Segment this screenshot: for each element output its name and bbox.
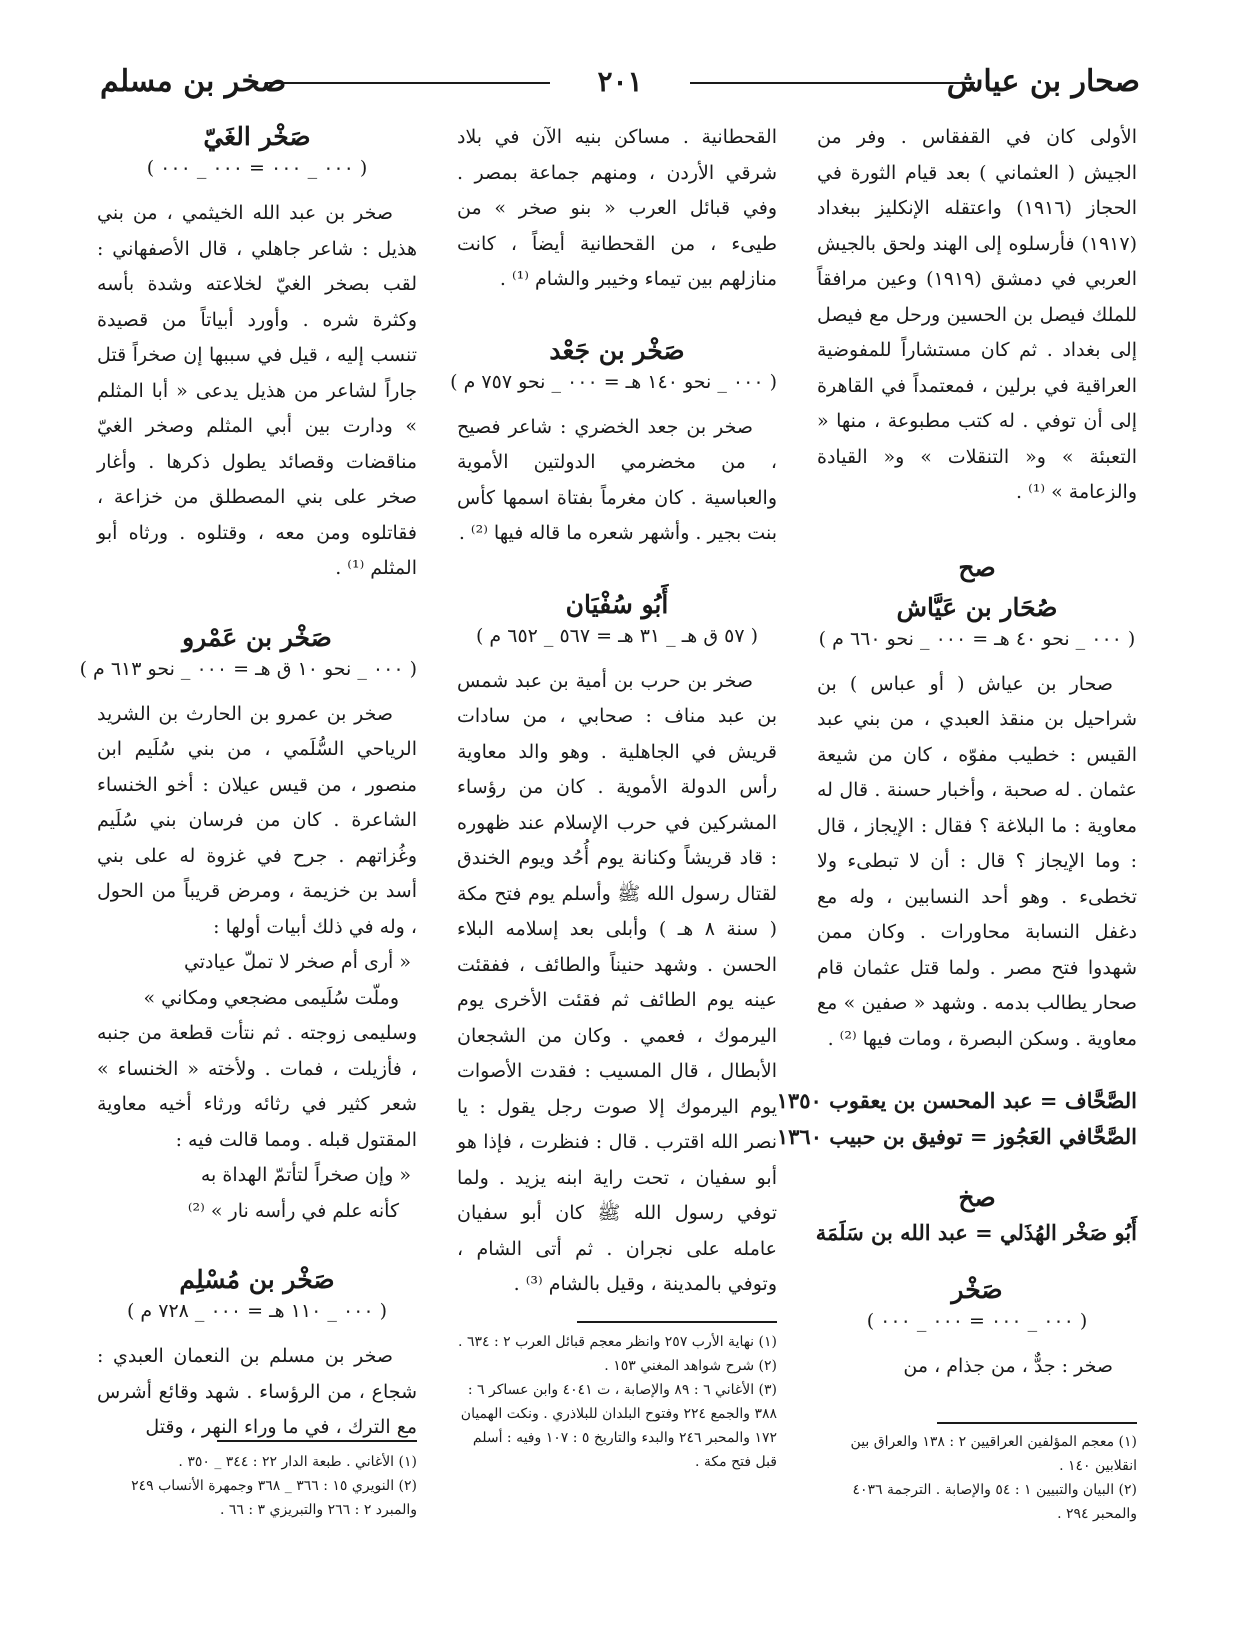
verse-line: كأنه علم في رأسه نار » ⁽²⁾	[187, 1199, 399, 1222]
footnote: (٣) الأغاني ٦ : ٨٩ والإصابة ، ت ٤٠٤١ وابن عساكر ٦ : ٣٨٨ والجمع ٢٢٤ وفتوح البلدان للبلاذري . ونكت الهميان ١٧٢ والمحبر ٢٤٦ والبدء والتاريخ ٥ : ١٠٧ وفيه : أسلم قبل فتح مكة .	[460, 1382, 777, 1470]
header-left-title: صخر بن مسلم	[100, 64, 287, 99]
entry-body: صخر بن حرب بن أمية بن عبد شمس بن عبد مناف : صحابي ، من سادات قريش في الجاهلية . وهو والد معاوية رأس الدولة الأموية . كان من رؤساء المشركين في حرب الإسلام عند ظهوره : قاد قريشاً وكنانة يوم أُحُد ويوم الخندق لقتال رسول الله ﷺ وأسلم يوم فتح مكة ( سنة ٨ هـ ) وأبلى بعد إسلامه البلاء الحسن . وشهد حنيناً والطائف ، ففقئت عينه يوم الطائف ثم فقئت الأخرى يوم اليرموك ، فعمي . وكان من الشجعان الأبطال ، قال المسيب : فقدت الأصوات يوم اليرموك إلا صوت رجل يقول : يا نصر الله اقترب . قال : فنظرت ، فإذا هو أبو سفيان ، تحت راية ابنه يزيد . ولما توفي رسول الله ﷺ كان أبو سفيان عامله على نجران . ثم أتى الشام ، وتوفي بالمدينة ، وقيل بالشام ⁽³⁾ .	[457, 669, 777, 1295]
letter-group-heading: صخ	[958, 1183, 996, 1212]
continued-paragraph: الأولى كان في القفقاس . وفر من الجيش ( العثماني ) بعد قيام الثورة في الحجاز (١٩١٦) واعتقله الإنكليز ببغداد (١٩١٧) فأرسلوه إلى الهند ولحق بالجيش العربي في دمشق (١٩١٩) وعين مرافقاً للملك فيصل بن الحسين ورحل مع فيصل إلى بغداد . ثم كان مستشاراً للمفوضية العراقية في برلين ، فمعتمداً في القاهرة إلى أن توفي . له كتب مطبوعة ، منها « التعبئة » و« التنقلات » و« القيادة والزعامة » ⁽¹⁾ .	[817, 126, 1138, 503]
footnote-rule	[577, 1321, 777, 1323]
footnote: (١) نهاية الأرب ٢٥٧ وانظر معجم قبائل العرب ٢ : ٦٣٤ .	[458, 1334, 777, 1350]
entry-dates: ( ٠٠٠ _ ١١٠ هـ = ٠٠٠ _ ٧٢٨ م )	[126, 1300, 388, 1322]
entry-title: صُحَار بن عَيَّاش	[896, 592, 1058, 622]
entry-title: صَخْر	[951, 1275, 1003, 1304]
footnotes-right	[817, 1430, 1137, 1526]
footnote-rule	[937, 1422, 1137, 1424]
page-number: ٢٠١	[597, 65, 643, 98]
footnote: (٢) النويري ١٥ : ٣٦٦ _ ٣٦٨ وجمهرة الأنساب ٢٤٩ والمبرد ٢ : ٢٦٦ والتبريزي ٣ : ٦٦ .	[131, 1478, 417, 1518]
entry-dates: ( ٠٠٠ _ ٠٠٠ = ٠٠٠ _ ٠٠٠ )	[866, 1310, 1088, 1332]
verse-line: وملّت سُلَيمى مضجعي ومكاني »	[143, 986, 399, 1009]
entry-body: صخر بن عبد الله الخيثمي ، من بني هذيل : شاعر جاهلي ، قال الأصفهاني : لقب بصخر الغيّ لخلاعته وشدة بأسه وكثرة شره . وأورد أبياتاً من قصيدة تنسب إليه ، قيل في سببها إن صخراً قتل جاراً لشاعر من هذيل يدعى « أبا المثلم » ودارت بين أبي المثلم وصخر الغيّ مناقضات وقصائد يطول ذكرها . وأغار صخر على بني المصطلق من خزاعة ، فقاتلوه ومن معه ، وقتلوه . ورثاه أبو المثلم ⁽¹⁾ .	[97, 202, 417, 579]
header-rule-left	[265, 82, 550, 84]
entry-title: صَخْر بن مُسْلِم	[179, 1265, 335, 1294]
footnotes-middle	[457, 1330, 777, 1474]
entry-title: صَخْر بن عَمْرو	[182, 622, 332, 652]
header-rule-right	[690, 82, 975, 84]
entry-dates: ( ٥٧ ق هـ _ ٣١ هـ = ٥٦٧ _ ٦٥٢ م )	[475, 624, 759, 647]
entry-body: صحار بن عياش ( أو عباس ) بن شراحيل بن منقذ العبدي ، من بني عبد القيس : خطيب مفوّه ، كان من شيعة عثمان . له صحبة ، وأخبار حسنة . قال له معاوية : ما البلاغة ؟ فقال : الإيجاز ، قال : وما الإيجاز ؟ قال : أن لا تبطىء ولا تخطىء . وهو أحد النسابين ، وله مع دغفل النسابة محاورات . وكان ممن شهدوا فتح مصر . ولما قتل عثمان قام صحار يطالب بدمه . وشهد « صفين » مع معاوية . وسكن البصرة ، ومات فيها ⁽²⁾ .	[817, 672, 1137, 1050]
cross-reference: الصَّحَّاف = عبد المحسن بن يعقوب ١٣٥٠	[776, 1088, 1137, 1113]
entry-dates: ( ٠٠٠ _ ٠٠٠ = ٠٠٠ _ ٠٠٠ )	[146, 157, 368, 179]
column-middle	[450, 120, 777, 1303]
footnotes-left	[97, 1450, 417, 1522]
footnote: (٢) البيان والتبيين ١ : ٥٤ والإصابة . الترجمة ٤٠٣٦ والمحبر ٢٩٤ .	[852, 1482, 1137, 1522]
running-header	[100, 62, 1140, 106]
continued-paragraph: القحطانية . مساكن بنيه الآن في بلاد شرقي الأردن ، ومنهم جماعة بمصر . وفي قبائل العرب « بنو صخر » من طيىء ، من القحطانية أيضاً ، كانت منازلهم بين تيماء وخيبر والشام ⁽¹⁾ .	[457, 126, 777, 290]
verse-line: « أرى أم صخر لا تملّ عيادتي	[183, 951, 411, 973]
entry-dates: ( ٠٠٠ _ نحو ١٤٠ هـ = ٠٠٠ _ نحو ٧٥٧ م )	[450, 370, 777, 393]
entry-body: صخر بن مسلم بن النعمان العبدي : شجاع ، من الرؤساء . شهد وقائع أشرس مع الترك ، في ما وراء النهر ، وقتل	[97, 1345, 417, 1438]
footnote: (١) الأغاني . طبعة الدار ٢٢ : ٣٤٤ _ ٣٥٠ .	[178, 1454, 417, 1470]
entry-title: صَخْر الغَيّ	[203, 122, 311, 151]
entry-body: صخر بن عمرو بن الحارث بن الشريد الرياحي السُّلَمي ، من بني سُلَيم ابن منصور ، من قيس عيلان : أخو الخنساء الشاعرة . كان من فرسان بني سُلَيم وغُزاتهم . جرح في غزوة له على بني أسد بن خزيمة ، ومرض قريباً من الحول ، وله في ذلك أبيات أولها :	[97, 702, 417, 938]
footnote-rule	[217, 1440, 417, 1442]
footnote: (١) معجم المؤلفين العراقيين ٢ : ١٣٨ والعراق بين انقلابين ١٤٠ .	[850, 1434, 1137, 1474]
entry-dates: ( ٠٠٠ _ نحو ١٠ ق هـ = ٠٠٠ _ نحو ٦١٣ م )	[79, 657, 417, 680]
entry-dates: ( ٠٠٠ _ نحو ٤٠ هـ = ٠٠٠ _ نحو ٦٦٠ م )	[818, 627, 1136, 650]
entry-title: أَبُو سُفْيَان	[565, 589, 669, 619]
entry-body: صخر : جدٌّ ، من جذام ، من	[903, 1355, 1113, 1377]
footnote: (٢) شرح شواهد المغني ١٥٣ .	[604, 1358, 777, 1374]
column-right	[776, 120, 1138, 1385]
header-right-title: صحار بن عياش	[946, 64, 1140, 99]
letter-group-heading: صح	[958, 552, 996, 582]
column-left	[79, 120, 417, 1446]
entry-body: وسليمى زوجته . ثم نتأت قطعة من جنبه ، فأزيلت ، فمات . ولأخته « الخنساء » شعر كثير في رثائه ورثاء أخيه معاوية المقتول قبله . ومما قالت فيه :	[97, 1022, 417, 1151]
cross-references	[776, 1083, 1137, 1155]
cross-reference: الصَّحَّافي العَجُوز = توفيق بن حبيب ١٣٦٠	[776, 1124, 1137, 1149]
entry-body: صخر بن جعد الخضري : شاعر فصيح ، من مخضرمي الدولتين الأموية والعباسية . كان مغرماً بفتاة اسمها كأس بنت بجير . وأشهر شعره ما قاله فيها ⁽²⁾ .	[457, 415, 777, 544]
entry-title: صَخْر بن جَعْد	[549, 335, 685, 365]
verse-line: « وإن صخراً لتأتمّ الهداة به	[200, 1164, 411, 1186]
cross-reference: أَبُو صَخْر الهُذَلي = عبد الله بن سَلَمَة	[815, 1220, 1137, 1245]
